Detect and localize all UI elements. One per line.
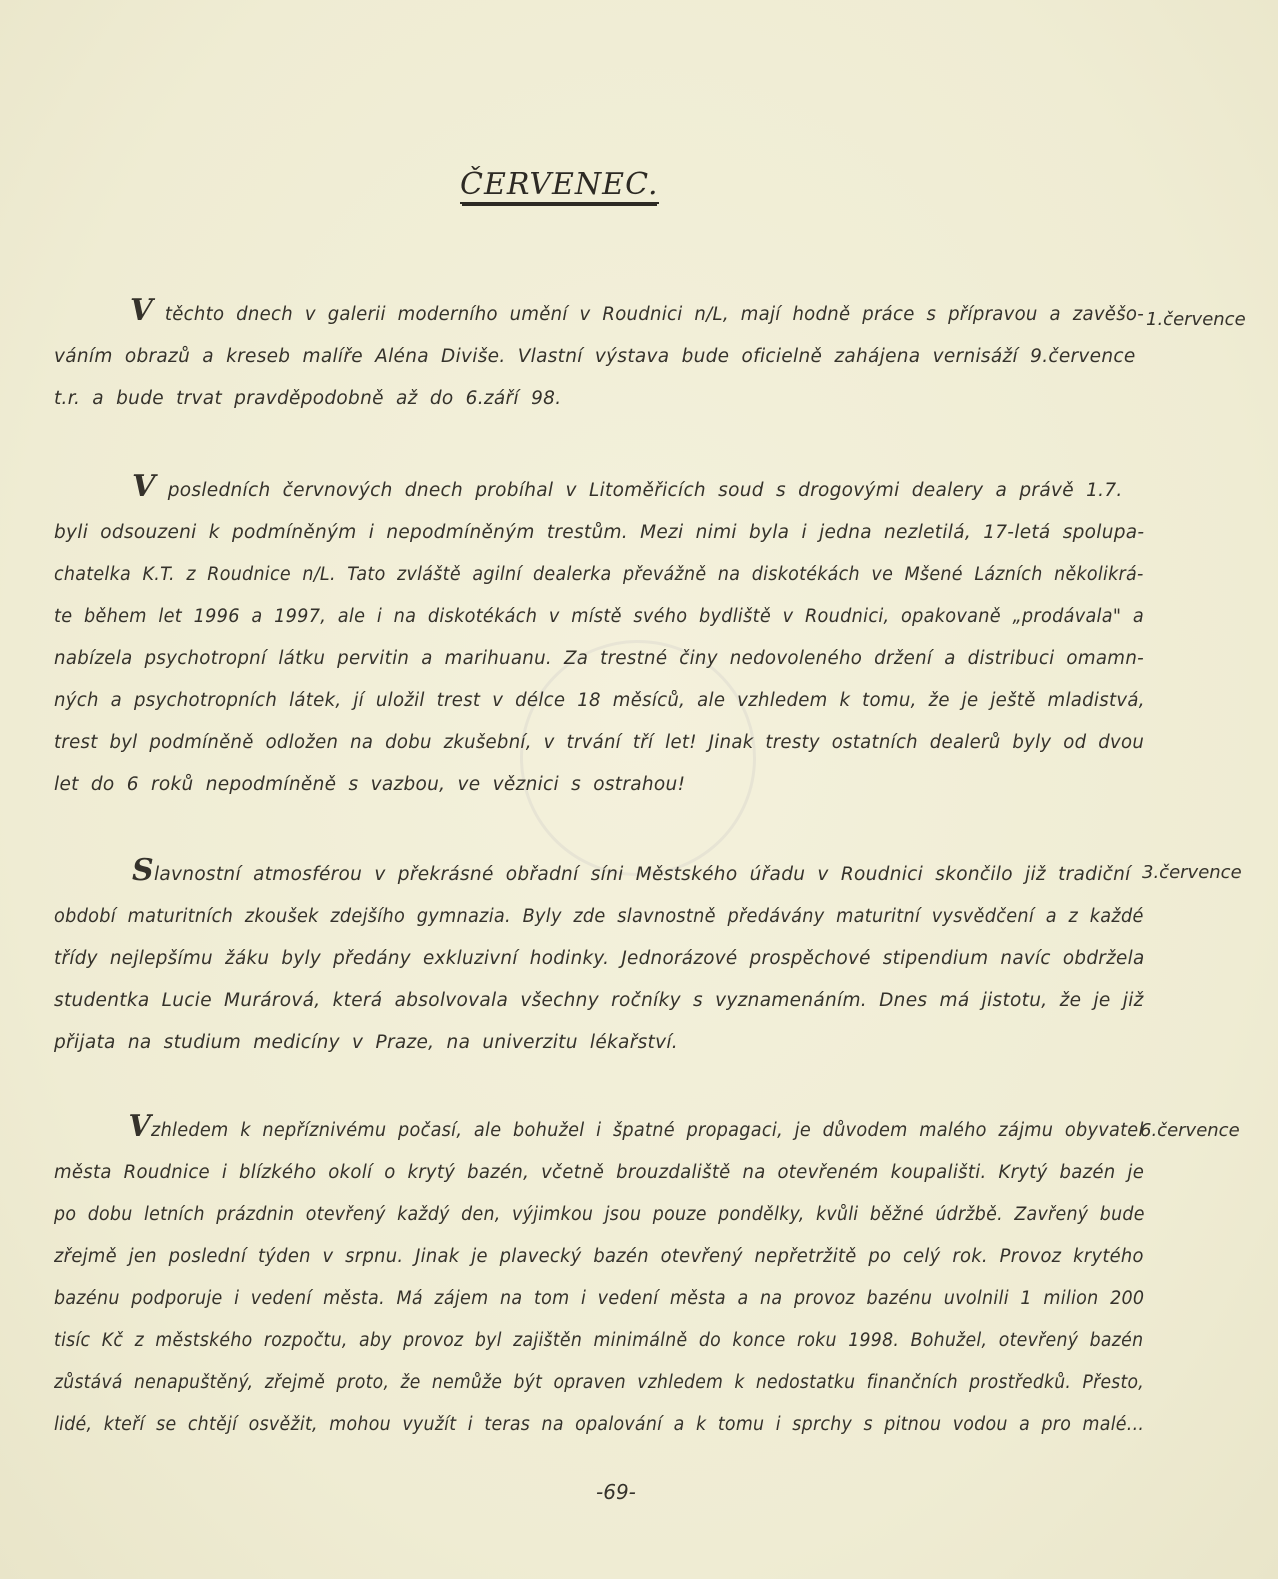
paragraph-3 [54,854,1144,1064]
paragraph-line: let do 6 roků nepodmíněně s vazbou, ve věznici s ostrahou! [54,774,686,795]
lead-letter: V [130,293,154,328]
paragraph-line: zůstává nenapuštěný, zřejmě proto, že nemůže být opraven vzhledem k nedostatku finančních prostředků. Přesto, [54,1372,1145,1393]
paragraph-line: byli odsouzeni k podmíněným i nepodmíněným trestům. Mezi nimi byla i jedna nezletilá, 17-letá spolupa- [54,522,1145,543]
side-date-3: 3.července [1142,862,1242,883]
line-text: posledních červnových dnech probíhal v Litoměřicích soud s drogovými dealery a právě 1.7. [167,480,1123,501]
line-text: lavnostní atmosférou v překrásné obřadní síni Městského úřadu v Roudnici skončilo již tradiční [153,864,1131,885]
paragraph-2 [54,470,1144,806]
paragraph-line: lidé, kteří se chtějí osvěžit, mohou využít i teras na opalování a k tomu i sprchy s pitnou vodou a pro malé... [54,1414,1145,1435]
lead-letter: V [128,1109,152,1144]
line-text: těchto dnech v galerii moderního umění v Roudnici n/L, mají hodně práce s přípravou a zavěšo- [164,304,1145,325]
page-number: -69- [596,1480,636,1504]
paragraph-line: ných a psychotropních látek, jí uložil trest v délce 18 měsíců, ale vzhledem k tomu, že je ještě mladistvá, [54,690,1145,711]
paragraph-line: trest byl podmíněně odložen na dobu zkušební, v trvání tří let! Jinak tresty ostatních dealerů byly od dvou [54,732,1145,753]
paragraph-line: tisíc Kč z městského rozpočtu, aby provoz byl zajištěn minimálně do konce roku 1998. Bohužel, otevřený bazén [54,1330,1144,1351]
lead-letter: V [132,469,156,504]
lead-letter: S [132,853,154,888]
paragraph-4 [54,1110,1144,1446]
paragraph-line [54,470,1144,512]
paragraph-line: po dobu letních prázdnin otevřený každý den, výjimkou jsou pouze pondělky, kvůli běžné údržbě. Zavřený bude [54,1204,1145,1225]
page-title: ČERVENEC. [460,167,659,202]
paragraph-line: města Roudnice i blízkého okolí o krytý bazén, včetně brouzdaliště na otevřeném koupališti. Krytý bazén je [54,1162,1145,1183]
paragraph-line [54,854,1144,896]
paragraph-line: studentka Lucie Murárová, která absolvovala všechny ročníky s vyznamenáním. Dnes má jistotu, že je již [54,990,1144,1011]
side-date-4: 6.července [1140,1120,1240,1141]
paragraph-line: zřejmě jen poslední týden v srpnu. Jinak je plavecký bazén otevřený nepřetržitě po celý rok. Provoz krytého [54,1246,1144,1267]
paragraph-line [54,293,1145,336]
paragraph-line: váním obrazů a kreseb malíře Aléna Diviše. Vlastní výstava bude oficielně zahájena vernisáží 9.července [54,346,1136,367]
line-text: zhledem k nepříznivému počasí, ale bohužel i špatné propagaci, je důvodem malého zájmu obyvatel [151,1120,1144,1141]
paragraph-line: t.r. a bude trvat pravděpodobně až do 6.září 98. [54,388,562,409]
paragraph-line: te během let 1996 a 1997, ale i na diskotékách v místě svého bydliště v Roudnici, opakovaně „prodávala" a [54,606,1145,627]
paragraph-1 [54,294,1144,420]
paragraph-line: přijata na studium medicíny v Praze, na univerzitu lékařství. [54,1032,678,1053]
paragraph-line: bazénu podporuje i vedení města. Má zájem na tom i vedení města a na provoz bazénu uvolnili 1 milion 200 [54,1288,1145,1309]
paragraph-line: chatelka K.T. z Roudnice n/L. Tato zvláště agilní dealerka převážně na diskotékách ve Mšené Lázních několikrá- [54,564,1144,585]
paragraph-line: období maturitních zkoušek zdejšího gymnazia. Byly zde slavnostně předávány maturitní vysvědčení a z každé [54,906,1144,927]
side-date-1: 1.července [1146,309,1246,330]
paragraph-line [54,1109,1144,1152]
paragraph-line: třídy nejlepšímu žáku byly předány exkluzivní hodinky. Jednorázové prospěchové stipendium navíc obdržela [54,948,1145,969]
paragraph-line: nabízela psychotropní látku pervitin a marihuanu. Za trestné činy nedovoleného držení a distribuci omamn- [54,648,1144,669]
